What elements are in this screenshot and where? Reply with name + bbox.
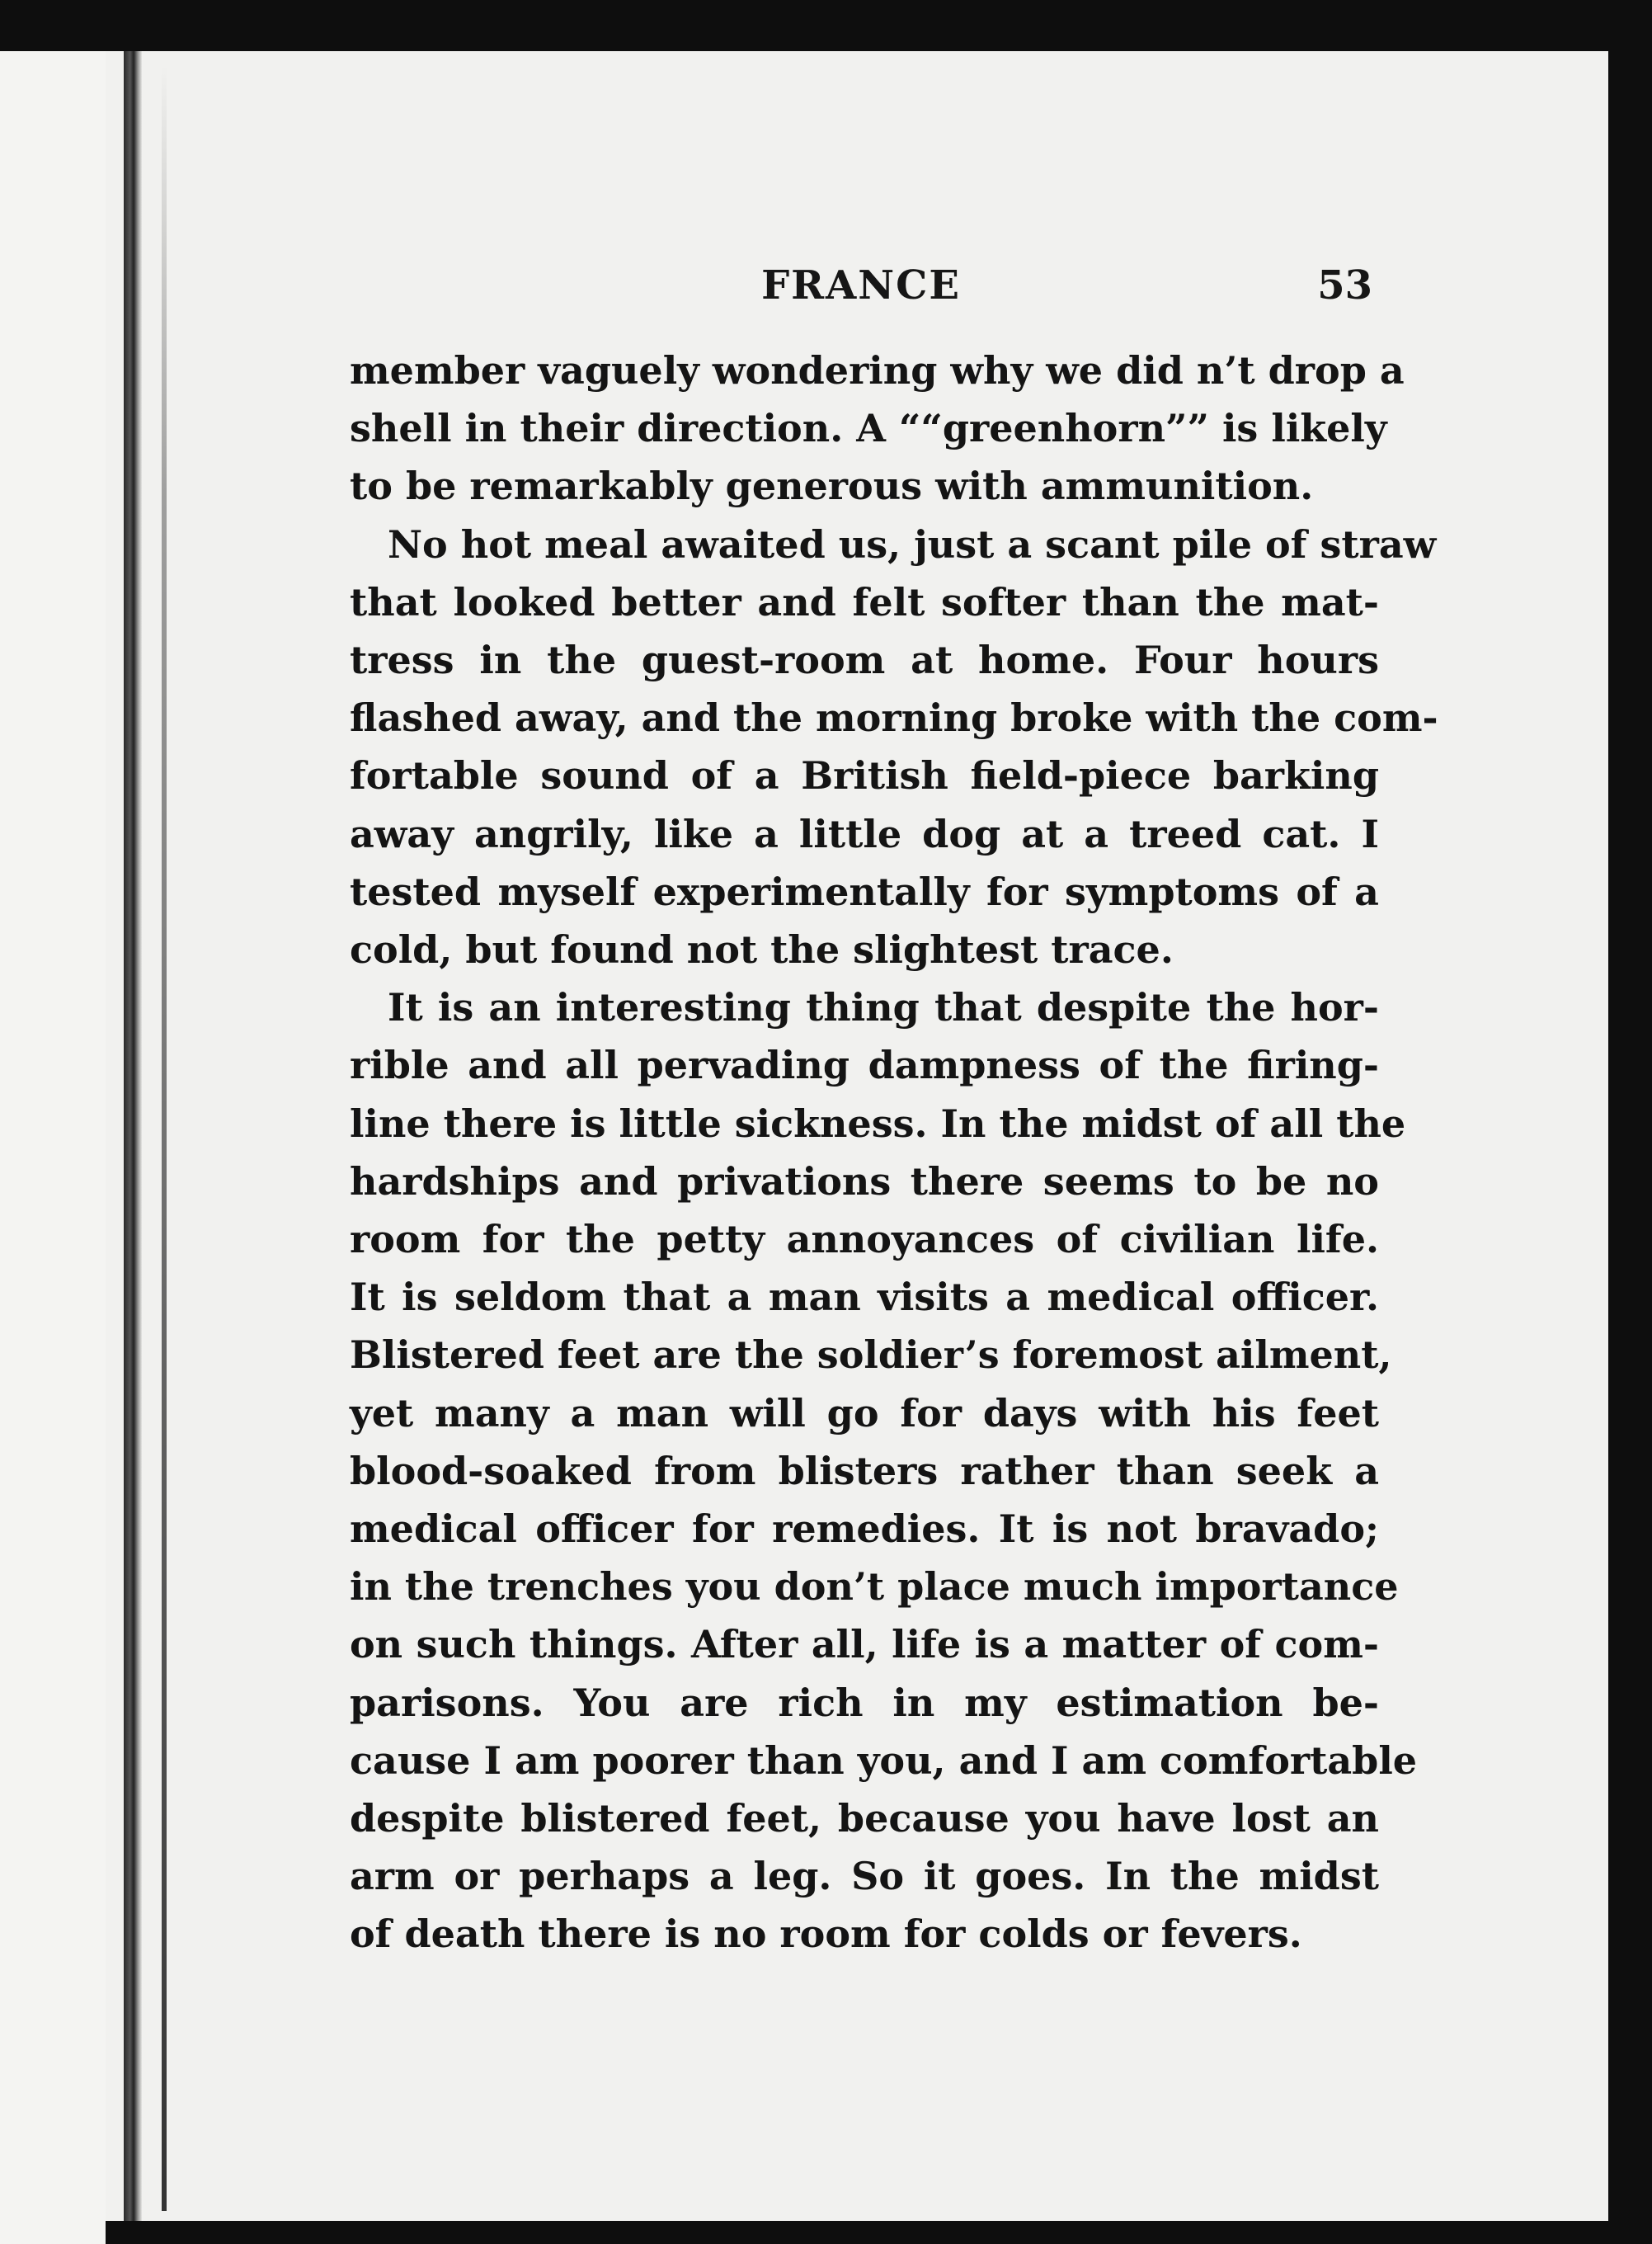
text-line: Blistered feet are the soldier’s foremost ailment,	[350, 1332, 1392, 1378]
page-number: 53	[1317, 262, 1372, 309]
scan-border-right	[1608, 51, 1652, 2244]
text-line: fortable sound of a British field-piece barking	[350, 753, 1379, 799]
text-line: flashed away, and the morning broke with the com-	[350, 695, 1438, 741]
text-line: arm or perhaps a leg. So it goes. In the midst	[350, 1854, 1379, 1899]
text-line: yet many a man will go for days with his feet	[350, 1390, 1379, 1436]
text-line: of death there is no room for colds or fevers.	[350, 1912, 1302, 1957]
book-gutter	[124, 51, 142, 2221]
text-line: No hot meal awaited us, just a scant pile of straw	[388, 521, 1437, 567]
text-line: that looked better and felt softer than the mat-	[350, 579, 1379, 625]
text-line: line there is little sickness. In the midst of all the	[350, 1101, 1406, 1146]
text-line: in the trenches you don’t place much importance	[350, 1564, 1399, 1610]
text-line: despite blistered feet, because you have lost an	[350, 1796, 1379, 1841]
text-line: parisons. You are rich in my estimation be-	[350, 1680, 1379, 1725]
text-line: cause I am poorer than you, and I am comfortable	[350, 1737, 1418, 1783]
text-line: hardships and privations there seems to be no	[350, 1158, 1379, 1204]
text-line: to be remarkably generous with ammunition.	[350, 464, 1314, 509]
text-line: member vaguely wondering why we did n’t drop a	[350, 348, 1405, 393]
text-line: It is seldom that a man visits a medical officer.	[350, 1275, 1379, 1320]
text-line: away angrily, like a little dog at a treed cat. I	[350, 811, 1379, 856]
text-line: cold, but found not the slightest trace.	[350, 927, 1174, 973]
gutter-shadow	[162, 66, 167, 2211]
text-line: shell in their direction. A ““greenhorn”” is likely	[350, 406, 1387, 451]
text-line: room for the petty annoyances of civilian life.	[350, 1217, 1379, 1262]
text-line: on such things. After all, life is a matter of com-	[350, 1622, 1379, 1667]
page-header	[350, 262, 1372, 325]
body-text	[350, 342, 1438, 1964]
text-line: rible and all pervading dampness of the firing-	[350, 1043, 1379, 1088]
scan-border-bottom	[106, 2221, 1652, 2244]
text-line: It is an interesting thing that despite the hor-	[388, 985, 1379, 1030]
text-line: tress in the guest-room at home. Four hours	[350, 638, 1379, 683]
text-line: medical officer for remedies. It is not bravado;	[350, 1506, 1379, 1552]
text-line: blood-soaked from blisters rather than seek a	[350, 1448, 1379, 1493]
facing-page-margin	[0, 0, 106, 2244]
running-head: FRANCE	[761, 262, 961, 309]
text-line: tested myself experimentally for symptoms of a	[350, 869, 1379, 914]
scan-border-top-left	[0, 0, 124, 51]
